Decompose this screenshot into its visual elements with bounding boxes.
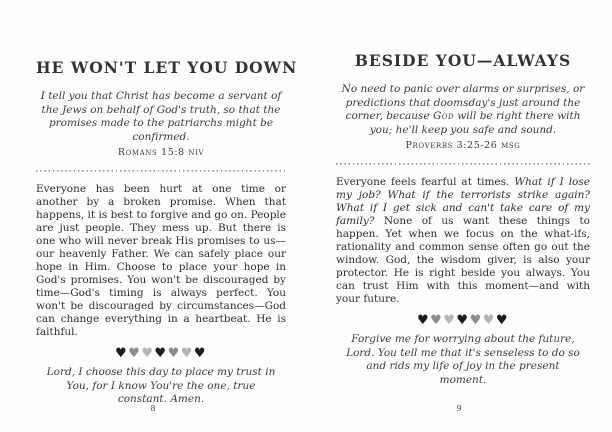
- prayer-right: Forgive me for worrying about the future, Lord. You tell me that it's senseless to do so and rids my life of joy in the present moment.: [346, 333, 580, 386]
- heart-icon: ♥: [430, 313, 444, 328]
- heart-icon: ♥: [114, 346, 129, 361]
- right-page: [306, 0, 612, 432]
- text-segment: What if I lose my job? What if the terrorists strike again? What if I get sick and can't take care of my family?: [336, 176, 590, 227]
- devotional-title-right: BESIDE YOU—ALWAYS: [354, 51, 572, 70]
- text-segment: Everyone feels fearful at times.: [336, 176, 515, 188]
- heart-icon: ♥: [495, 313, 510, 328]
- devotional-body-left: [36, 183, 286, 339]
- heart-icon: ♥: [180, 346, 194, 361]
- heart-icon: ♥: [469, 313, 483, 328]
- dotted-divider-left: [36, 170, 286, 172]
- heart-icon: ♥: [193, 346, 208, 361]
- heart-icon: ♥: [128, 346, 142, 361]
- heart-icon: ♥: [482, 313, 496, 328]
- hearts-ornament-right: [336, 314, 590, 328]
- heart-icon: ♥: [443, 313, 457, 328]
- heart-icon: ♥: [154, 346, 168, 361]
- dotted-divider-right: [336, 163, 590, 165]
- heart-icon: ♥: [167, 346, 181, 361]
- scripture-reference-right: Proverbs 3:25-26 msg: [405, 140, 521, 151]
- page-number-left: 8: [150, 404, 156, 413]
- devotional-body-right: [336, 176, 590, 306]
- text-segment: No need to panic over alarms or surprises, or predictions that doomsday's just around the corner, because: [341, 83, 585, 122]
- hearts-ornament-left: [36, 347, 286, 361]
- text-segment: God: [433, 110, 454, 122]
- text-segment: will be right there with you; he'll keep you safe and sound.: [369, 110, 581, 136]
- heart-icon: ♥: [141, 346, 155, 361]
- devotional-title-left: HE WON'T LET YOU DOWN: [36, 58, 298, 77]
- heart-icon: ♥: [456, 313, 470, 328]
- page-number-right: 9: [456, 404, 462, 413]
- text-segment: I tell you that Christ has become a servant of the Jews on behalf of God's truth, so that the promises made to the patriarchs might be confirmed.: [40, 90, 282, 143]
- scripture-reference-left: Romans 15:8 niv: [117, 147, 205, 158]
- scripture-verse-right: [336, 83, 590, 137]
- text-segment: Everyone has been hurt at one time or another by a broken promise. When that happens, it is best to forgive and go on. People are just people. They mess up. But there is one who will never break His promises to us—our heavenly Father. We can safely place our hope in Him. Choose to place your hope in God's promises. You won't be discouraged by time—God's timing is always perfect. You won't be discouraged by circumstances—God can change everything in a heartbeat. He is faithful.: [36, 183, 286, 338]
- text-segment: None of us want these things to happen. Yet when we focus on the what-ifs, rationality and common sense often go out the window. God, the wisdom giver, is also your protector. He is right beside you always. You can trust Him with this moment—and with your future.: [336, 215, 590, 305]
- heart-icon: ♥: [416, 313, 431, 328]
- prayer-left: Lord, I choose this day to place my trust in You, for I know You're the one, true constant. Amen.: [46, 366, 276, 405]
- scripture-verse-left: [36, 90, 286, 144]
